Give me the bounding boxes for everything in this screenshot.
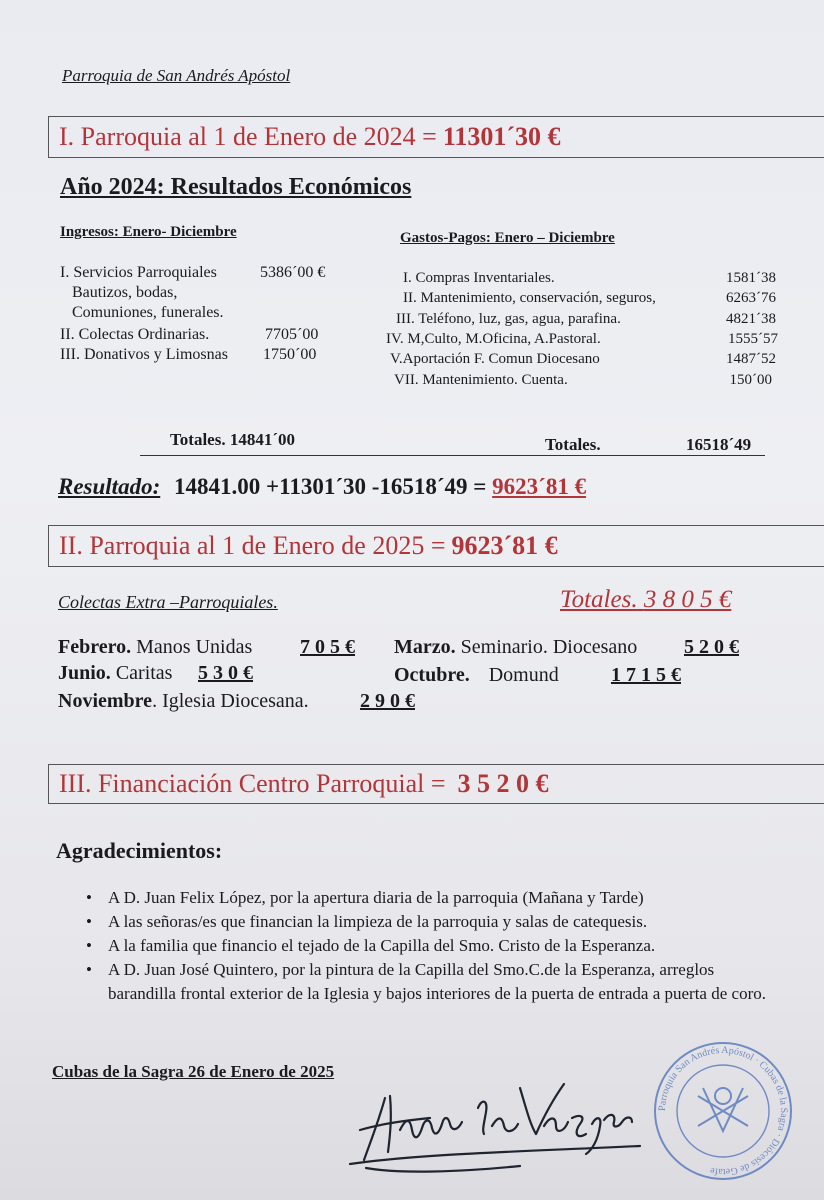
gastos-item-value: 4821´38	[726, 311, 776, 327]
gastos-item-value: 1555´57	[728, 331, 778, 347]
gastos-item-label: III. Teléfono, luz, gas, agua, parafina.	[396, 311, 621, 327]
ingresos-totals-value: 14841´00	[229, 430, 295, 449]
ingresos-item-value: 5386´00 €	[260, 264, 326, 281]
agradecimientos-list	[86, 886, 786, 1006]
section-3-value: 3 5 2 0 €	[457, 769, 549, 798]
section-2-box	[48, 525, 824, 567]
colecta-amount: 2 9 0 €	[360, 690, 415, 712]
gastos-item-label: IV. M,Culto, M.Oficina, A.Pastoral.	[386, 331, 601, 347]
gastos-item-value: 1581´38	[726, 270, 776, 286]
ingresos-totals	[170, 430, 295, 450]
colectas-title: Colectas Extra –Parroquiales.	[58, 592, 278, 612]
ingresos-title: Ingresos: Enero- Diciembre	[60, 224, 237, 240]
gastos-item-value: 1487´52	[726, 351, 776, 367]
ingresos-item-value: 1750´00	[263, 346, 317, 363]
colecta-month: Octubre.	[394, 664, 470, 686]
colectas-totals	[560, 586, 731, 614]
section-1-value: 11301´30 €	[442, 122, 561, 151]
list-item: • A D. Juan José Quintero, por la pintura de la Capilla del Smo.C.de la Esperanza, arreglos barandilla frontal exterior de la Iglesia y bajos interiores de la puerta de entrada a puerta de coro.	[86, 958, 786, 1006]
colecta-desc: Manos Unidas	[136, 636, 253, 658]
list-item: • A D. Juan Felix López, por la apertura diaria de la parroquia (Mañana y Tarde)	[86, 886, 786, 910]
colecta-month: Junio.	[58, 662, 111, 684]
gastos-title: Gastos-Pagos: Enero – Diciembre	[400, 230, 615, 246]
colecta-amount: 5 3 0 €	[198, 662, 253, 684]
ingresos-item-label: III. Donativos y Limosnas	[60, 346, 228, 363]
colecta-desc: Domund	[488, 664, 559, 686]
agradecimientos-title: Agradecimientos:	[56, 838, 223, 863]
colecta-month: Marzo.	[394, 636, 456, 658]
section-3-label: III. Financiación Centro Parroquial =	[59, 769, 446, 798]
section-2-value: 9623´81 €	[451, 531, 558, 560]
colecta-desc: Caritas	[115, 662, 173, 684]
gastos-item-value: 6263´76	[726, 290, 776, 306]
section-3-box	[48, 764, 824, 804]
section-1-label: I. Parroquia al 1 de Enero de 2024 =	[59, 122, 437, 151]
ingresos-item-value: 7705´00	[265, 326, 319, 343]
place-date: Cubas de la Sagra 26 de Enero de 2025	[52, 1062, 335, 1081]
ingresos-item-label: I. Servicios Parroquiales	[60, 264, 217, 281]
colecta-item	[58, 690, 309, 713]
colecta-desc: . Iglesia Diocesana.	[152, 690, 309, 712]
parish-seal-image	[648, 1036, 798, 1186]
colectas-totals-label: Totales.	[560, 586, 638, 613]
section-2-label: II. Parroquia al 1 de Enero de 2025 =	[59, 531, 446, 560]
colecta-item	[394, 636, 637, 659]
seal-text: Parroquia San Andrés Apóstol · Cubas de la Sagra · Diócesis de Getafe	[656, 1044, 790, 1178]
gastos-totals-value: 16518´49	[686, 435, 752, 454]
gastos-totals-label: Totales.	[545, 435, 601, 454]
gastos-item-label: V.Aportación F. Comun Diocesano	[390, 351, 600, 367]
gastos-item-label: VII. Mantenimiento. Cuenta.	[394, 372, 568, 388]
gastos-item-label: II. Mantenimiento, conservación, seguros,	[403, 290, 656, 306]
parish-header: Parroquia de San Andrés Apóstol	[62, 66, 291, 85]
colectas-totals-value: 3 8 0 5 €	[643, 586, 732, 613]
colecta-month: Noviembre	[58, 690, 153, 712]
colecta-item	[394, 664, 559, 687]
list-item: • A la familia que financio el tejado de la Capilla del Smo. Cristo de la Esperanza.	[86, 934, 786, 958]
totals-divider	[140, 455, 765, 456]
signature-image	[340, 1068, 660, 1178]
ingresos-totals-label: Totales.	[170, 430, 226, 449]
colecta-amount: 7 0 5 €	[300, 636, 355, 658]
resultado-formula: 14841.00 +11301´30 -16518´49 =	[173, 474, 487, 499]
colecta-month: Febrero.	[58, 636, 132, 658]
colecta-desc: Seminario. Diocesano	[460, 636, 638, 658]
colecta-amount: 1 7 1 5 €	[611, 664, 681, 686]
colecta-item	[58, 636, 252, 659]
list-item: • A las señoras/es que financian la limpieza de la parroquia y salas de catequesis.	[86, 910, 786, 934]
ingresos-item-label: II. Colectas Ordinarias.	[60, 326, 210, 343]
gastos-item-value: 150´00	[729, 372, 772, 388]
section-1-box	[48, 116, 824, 158]
ingresos-item-label: Comuniones, funerales.	[72, 304, 224, 321]
resultado-line	[58, 474, 586, 500]
gastos-item-label: I. Compras Inventariales.	[403, 270, 555, 286]
ingresos-item-label: Bautizos, bodas,	[72, 284, 178, 301]
resultado-value: 9623´81 €	[492, 474, 587, 499]
colecta-item	[58, 662, 172, 685]
resultado-label: Resultado:	[58, 474, 161, 499]
year-title: Año 2024: Resultados Económicos	[60, 174, 412, 200]
colecta-amount: 5 2 0 €	[684, 636, 739, 658]
